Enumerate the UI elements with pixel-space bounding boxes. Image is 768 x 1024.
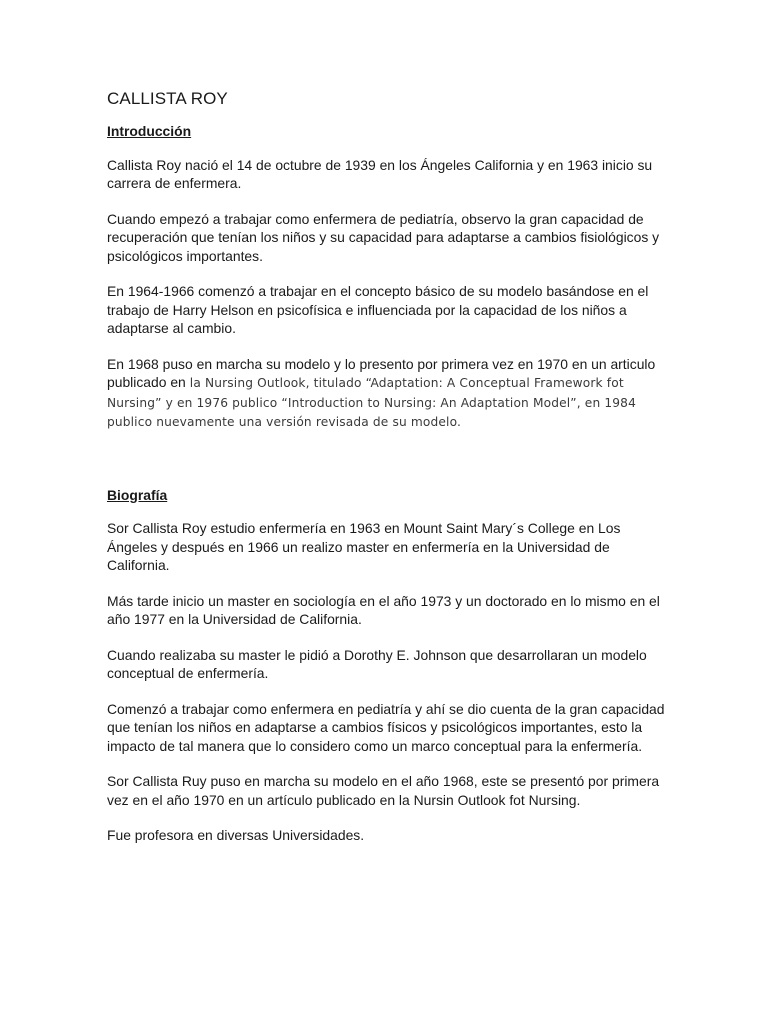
- paragraph: Callista Roy nació el 14 de octubre de 1939 en los Ángeles California y en 1963 inicio su carrera de enfermera.: [107, 156, 653, 191]
- paragraph: Sor Callista Ruy puso en marcha su modelo en el año 1968, este se presentó por primera vez en el año 1970 en un artículo publicado en la Nursin Outlook fot Nursing.: [107, 773, 660, 808]
- section-heading-biografia: Biografía: [107, 486, 168, 503]
- paragraph: Cuando realizaba su master le pidió a Dorothy E. Johnson que desarrollaran un modelo conceptual de enfermería.: [107, 646, 647, 681]
- paragraph: Sor Callista Roy estudio enfermería en 1963 en Mount Saint Mary´s College en Los Ángeles y después en 1966 un realizo master en enfermería en la Universidad de California.: [107, 520, 621, 573]
- document-content: [107, 88, 667, 862]
- paragraph: Comenzó a trabajar como enfermera en pediatría y ahí se dio cuenta de la gran capacidad que tenían los niños en adaptarse a cambios físicos y psicológicos importantes, esto la impacto de tal manera que lo considero como un marco conceptual para la enfermería.: [107, 700, 665, 754]
- paragraph-mixed-font: [107, 355, 667, 432]
- section-heading-introduccion: Introducción: [107, 123, 192, 139]
- paragraph: Cuando empezó a trabajar como enfermera de pediatría, observo la gran capacidad de recuperación que tenían los niños y su capacidad para adaptarse a cambios fisiológicos y psicológicos importantes.: [107, 210, 660, 264]
- paragraph: Más tarde inicio un master en sociología en el año 1973 y un doctorado en lo mismo en el año 1977 en la Universidad de California.: [107, 592, 660, 627]
- section-spacer: [107, 449, 667, 486]
- paragraph-part-regular: En 1968 puso en marcha su modelo y lo presento por primera vez en 1970 en un articulo publicado en: [107, 355, 656, 390]
- paragraph: En 1964-1966 comenzó a trabajar en el concepto básico de su modelo basándose en el trabajo de Harry Helson en psicofísica e influenciada por la capacidad de los niños a adaptarse al cambio.: [107, 283, 649, 336]
- document-title: CALLISTA ROY: [107, 89, 228, 108]
- paragraph-part-alt-font: la Nursing Outlook, titulado “Adaptation: A Conceptual Framework fot Nursing” y en 1976 publico “Introduction to Nursing: An Adaptation Model”, en 1984 publico nuevamente una versión revisada de su modelo.: [107, 376, 636, 429]
- paragraph: Fue profesora en diversas Universidades.: [107, 827, 365, 843]
